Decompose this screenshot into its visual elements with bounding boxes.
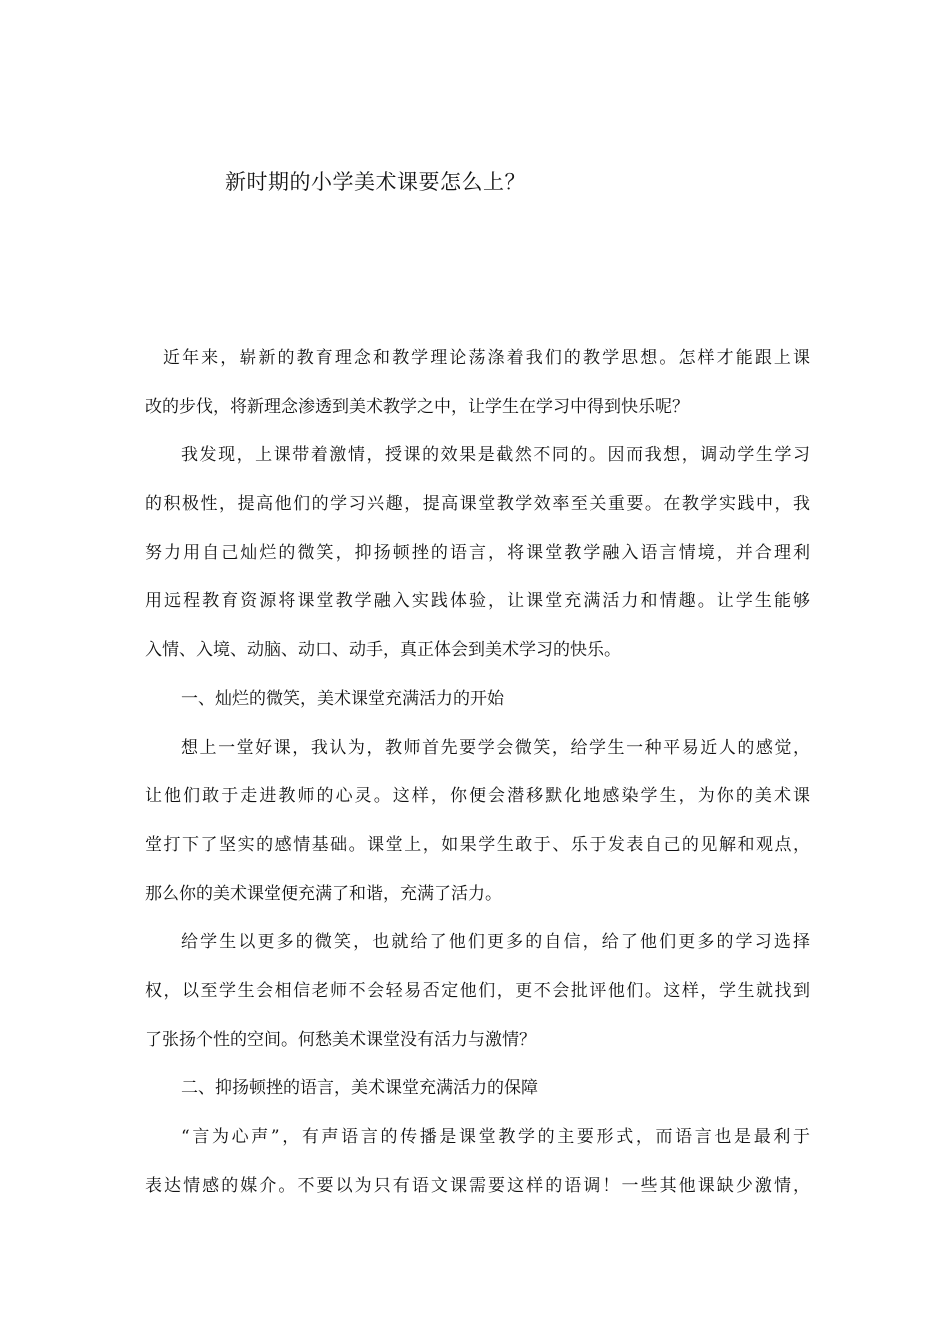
paragraph-line: 了张扬个性的空间。何愁美术课堂没有活力与激情？ (145, 1029, 536, 1050)
paragraph-line: 让他们敢于走进教师的心灵。这样，你便会潜移默化地感染学生，为你的美术课 (145, 786, 810, 807)
paragraph-line: 近年来，崭新的教育理念和教学理论荡涤着我们的教学思想。怎样才能跟上课 (163, 348, 810, 368)
paragraph-line: 想上一堂好课，我认为，教师首先要学会微笑，给学生一种平易近人的感觉， (181, 737, 810, 758)
paragraph-line: 努力用自己灿烂的微笑，抑扬顿挫的语言，将课堂教学融入语言情境，并合理利 (145, 542, 810, 563)
paragraph-line: 堂打下了坚实的感情基础。课堂上，如果学生敢于、乐于发表自己的见解和观点， (145, 834, 810, 855)
document-body (145, 334, 810, 1210)
paragraph-line: “言为心声”，有声语言的传播是课堂教学的主要形式，而语言也是最利于 (181, 1127, 810, 1147)
paragraph-line: 权，以至学生会相信老师不会轻易否定他们，更不会批评他们。这样，学生就找到 (145, 980, 810, 1001)
paragraph-line: 那么你的美术课堂便充满了和谐，充满了活力。 (145, 883, 502, 904)
document-title: 新时期的小学美术课要怎么上？ (225, 170, 526, 194)
paragraph-line: 改的步伐，将新理念渗透到美术教学之中，让学生在学习中得到快乐呢？ (145, 396, 689, 417)
paragraph-line: 我发现，上课带着激情，授课的效果是截然不同的。因而我想，调动学生学习 (181, 445, 810, 466)
section-heading: 一、灿烂的微笑，美术课堂充满活力的开始 (181, 688, 504, 709)
paragraph-line: 入情、入境、动脑、动口、动手，真正体会到美术学习的快乐。 (145, 640, 621, 661)
section-heading: 二、抑扬顿挫的语言，美术课堂充满活力的保障 (181, 1078, 538, 1099)
paragraph-line: 表达情感的媒介。不要以为只有语文课需要这样的语调！一些其他课缺少激情， (145, 1175, 810, 1196)
paragraph-line: 的积极性，提高他们的学习兴趣，提高课堂教学效率至关重要。在教学实践中，我 (145, 494, 810, 515)
paragraph-line: 用远程教育资源将课堂教学融入实践体验，让课堂充满活力和情趣。让学生能够 (145, 591, 810, 612)
paragraph-line: 给学生以更多的微笑，也就给了他们更多的自信，给了他们更多的学习选择 (181, 932, 810, 953)
